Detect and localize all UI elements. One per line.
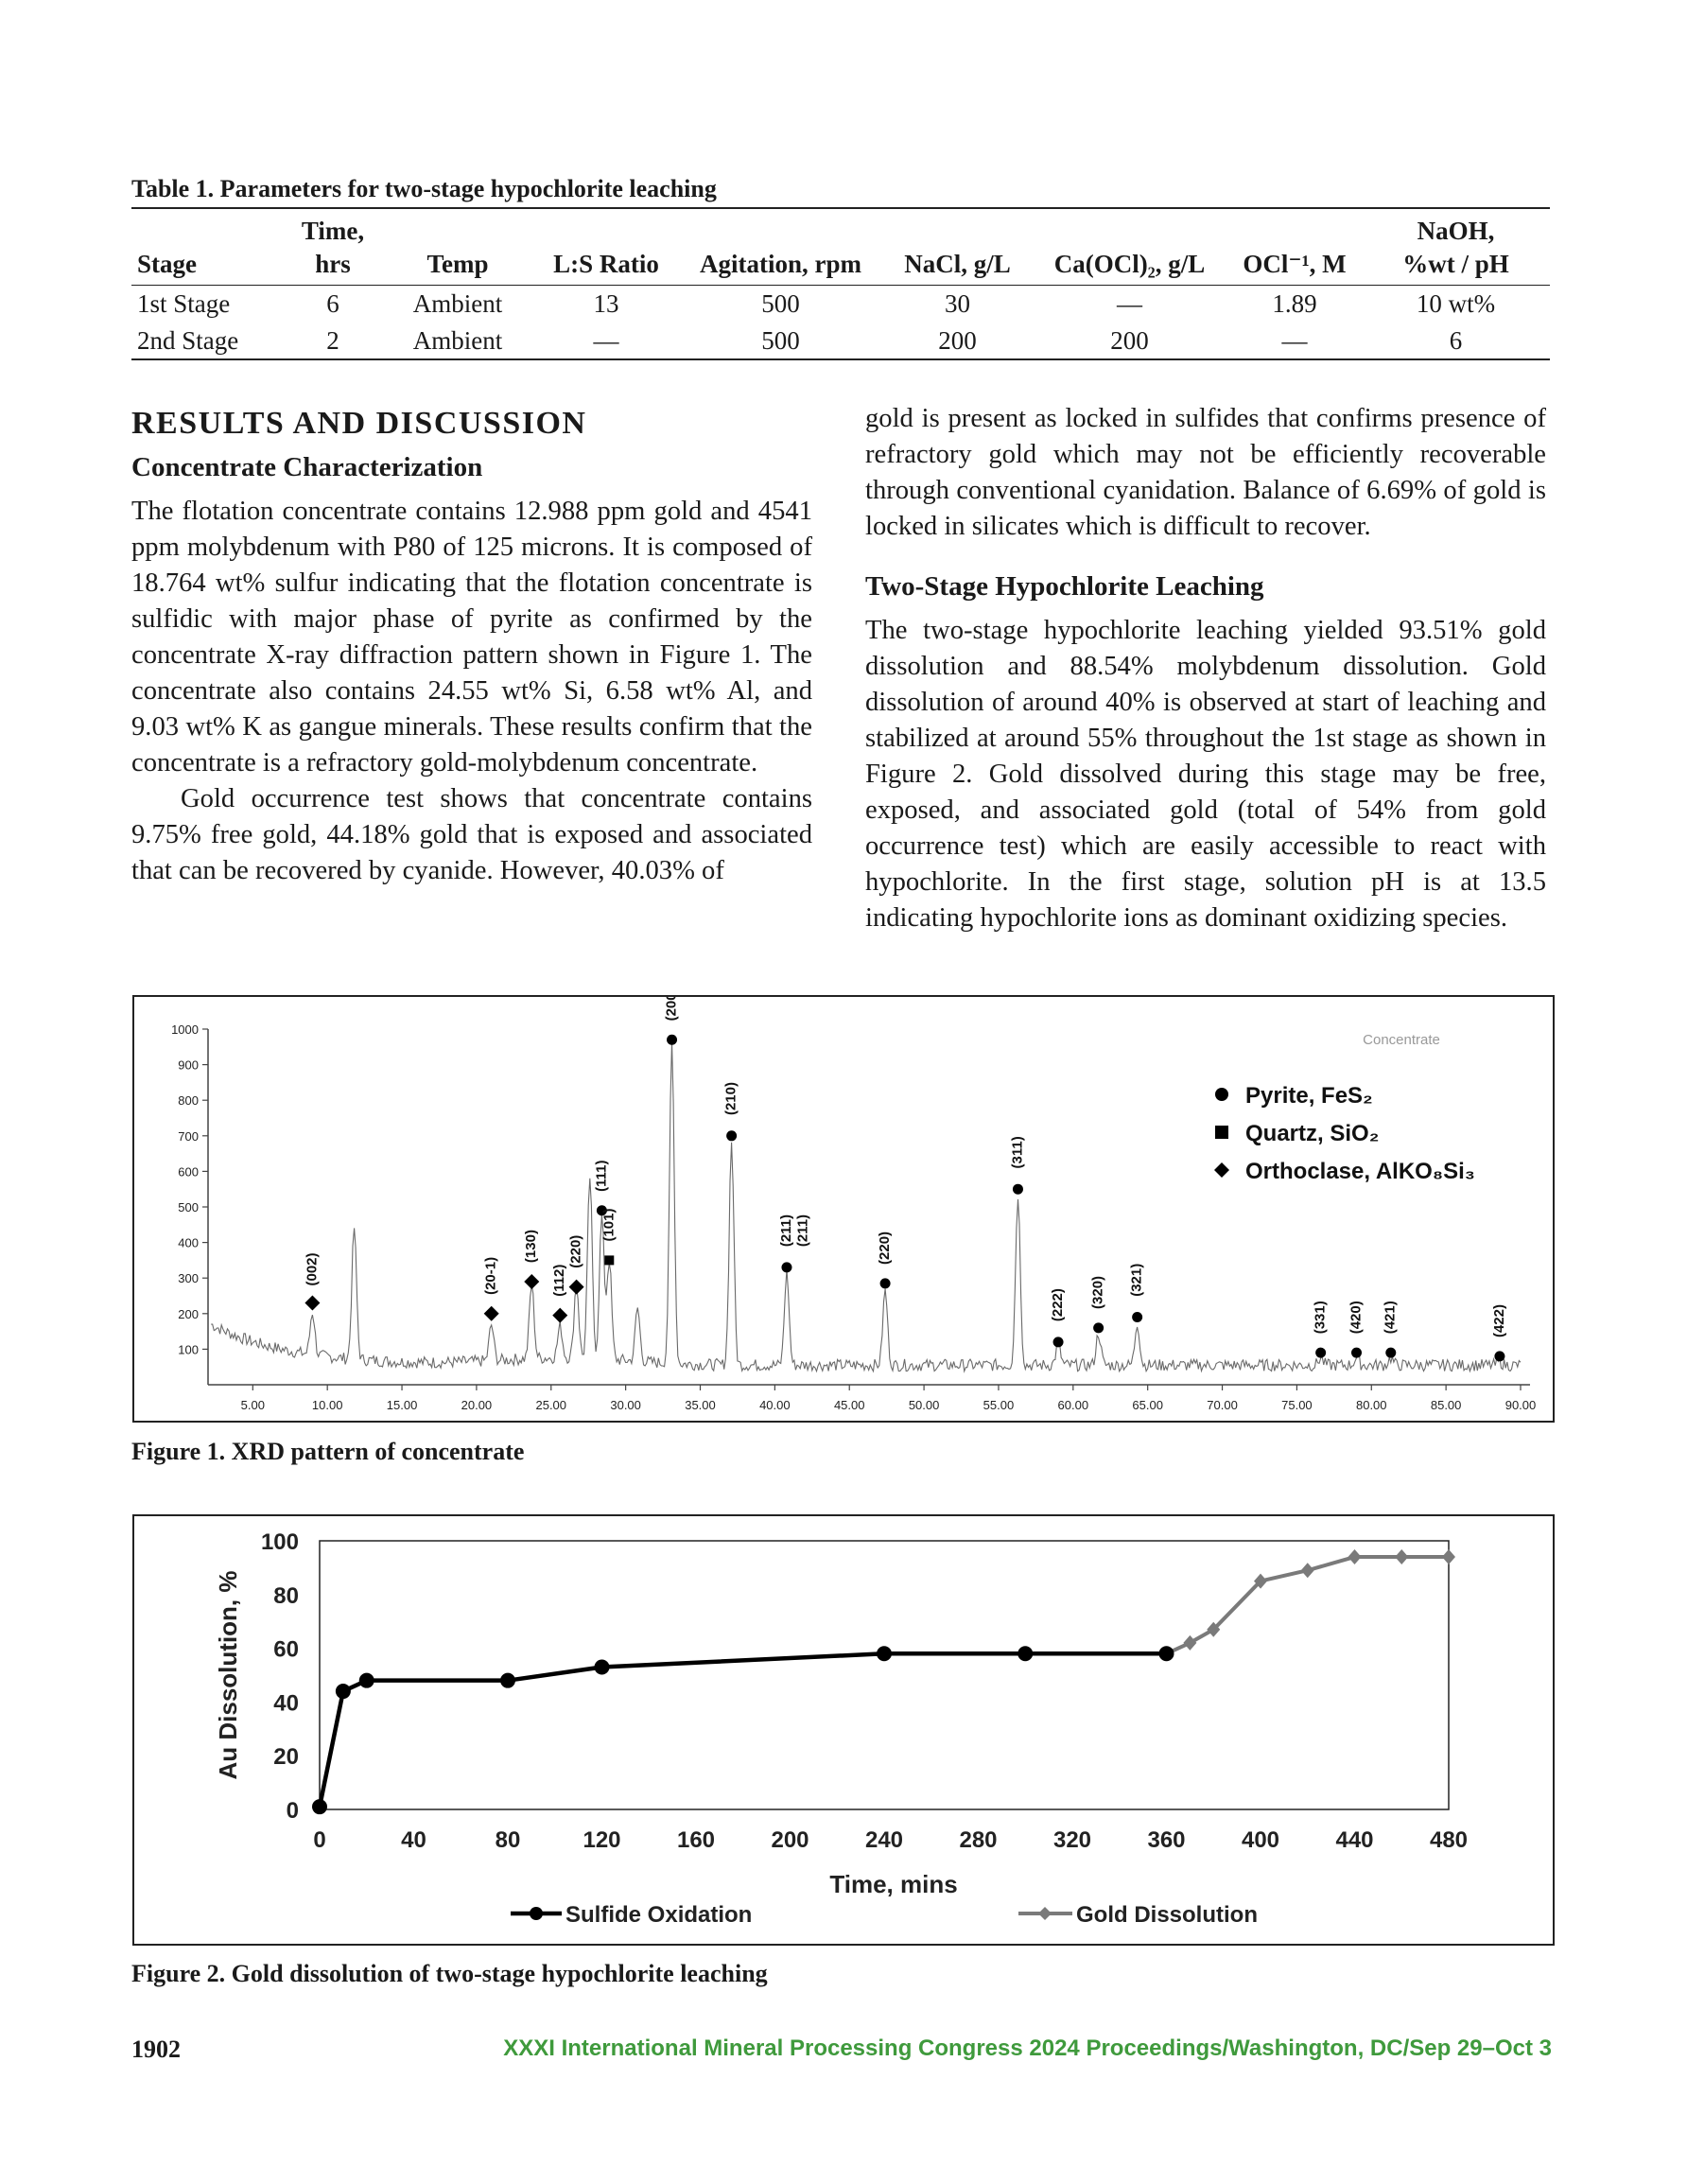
y-tick-label: 800 bbox=[178, 1093, 199, 1109]
y-tick-label: 0 bbox=[286, 1798, 299, 1824]
table-header-cell: NaOH, %wt / pH bbox=[1362, 208, 1550, 286]
y-tick-label: 300 bbox=[178, 1271, 199, 1286]
x-tick-label: 55.00 bbox=[983, 1398, 1015, 1412]
table-cell: 10 wt% bbox=[1416, 289, 1496, 319]
x-tick-label: 50.00 bbox=[908, 1398, 940, 1412]
table-cell: 500 bbox=[761, 325, 800, 355]
pyrite-marker bbox=[1315, 1348, 1326, 1358]
sulfide-oxidation-point bbox=[1159, 1646, 1174, 1661]
legend-diamond-marker bbox=[1214, 1162, 1229, 1178]
sulfide-oxidation-point bbox=[312, 1799, 327, 1814]
x-tick-label: 5.00 bbox=[240, 1398, 265, 1412]
peak-label: (420) bbox=[1348, 1301, 1365, 1335]
pyrite-marker bbox=[1093, 1322, 1104, 1333]
peak-label: (002) bbox=[304, 1252, 321, 1286]
y-tick-label: 900 bbox=[178, 1057, 199, 1073]
table-cell: 30 bbox=[945, 289, 970, 319]
xrd-chart bbox=[134, 997, 1553, 1421]
x-tick-label: 85.00 bbox=[1430, 1398, 1462, 1412]
table-cell: 2nd Stage bbox=[137, 325, 239, 355]
peak-label: (101) bbox=[600, 1208, 617, 1242]
table-caption: Table 1. Parameters for two-stage hypochlorite leaching bbox=[131, 175, 717, 202]
x-tick-label: 320 bbox=[1052, 1827, 1092, 1853]
x-tick-label: 25.00 bbox=[535, 1398, 567, 1412]
plot-frame bbox=[320, 1541, 1449, 1809]
pyrite-marker bbox=[781, 1262, 791, 1272]
dissolution-legend bbox=[511, 1902, 1258, 1928]
y-tick-label: 200 bbox=[178, 1306, 199, 1321]
x-tick-label: 240 bbox=[864, 1827, 904, 1853]
x-tick-label: 70.00 bbox=[1207, 1398, 1238, 1412]
x-tick-label: 45.00 bbox=[833, 1398, 865, 1412]
table-header-cell: NaCl, g/L bbox=[883, 208, 1032, 286]
x-tick-label: 75.00 bbox=[1281, 1398, 1313, 1412]
orthoclase-marker bbox=[484, 1306, 499, 1321]
table-header-cell: Agitation, rpm bbox=[678, 208, 883, 286]
legend-label: Quartz, SiO₂ bbox=[1245, 1121, 1380, 1146]
table-cell: — bbox=[1281, 325, 1308, 355]
section-title: RESULTS AND DISCUSSION bbox=[131, 406, 587, 441]
peak-label: (222) bbox=[1050, 1288, 1067, 1322]
table-row bbox=[131, 323, 1550, 360]
legend-label: Pyrite, FeS₂ bbox=[1245, 1083, 1373, 1109]
x-tick-label: 200 bbox=[771, 1827, 809, 1853]
peak-label: (331) bbox=[1312, 1301, 1329, 1335]
y-tick-label: 1000 bbox=[171, 1022, 199, 1037]
y-tick-label: 20 bbox=[273, 1744, 299, 1771]
x-tick-label: 80 bbox=[495, 1827, 521, 1853]
table-cell: 2 bbox=[326, 325, 339, 355]
legend-label: Gold Dissolution bbox=[1076, 1902, 1258, 1928]
x-tick-label: 40.00 bbox=[759, 1398, 791, 1412]
table-cell: — bbox=[1117, 289, 1142, 319]
orthoclase-marker bbox=[552, 1308, 567, 1323]
legend-circle-marker bbox=[1215, 1088, 1228, 1101]
subsection-title: Two-Stage Hypochlorite Leaching bbox=[865, 571, 1264, 602]
x-tick-label: 400 bbox=[1241, 1827, 1280, 1853]
gold-dissolution-point bbox=[1183, 1635, 1196, 1651]
body-paragraph: Gold occurrence test shows that concentrate contains 9.75% free gold, 44.18% gold that is exposed and associated that can be recovered by cyanide. However, 40.03% of bbox=[131, 784, 812, 885]
legend-square-marker bbox=[1215, 1126, 1228, 1139]
table-header-cell: Stage bbox=[131, 208, 285, 286]
y-tick-label: 60 bbox=[273, 1636, 299, 1663]
sulfide-oxidation-point bbox=[877, 1646, 892, 1661]
table-cell: 200 bbox=[938, 325, 977, 355]
pyrite-marker bbox=[726, 1130, 737, 1141]
peak-label: (321) bbox=[1128, 1263, 1145, 1297]
sulfide-oxidation-point bbox=[1017, 1646, 1033, 1661]
table-cell: 200 bbox=[1110, 325, 1149, 355]
table-cell: Ambient bbox=[412, 289, 503, 319]
y-tick-label: 400 bbox=[178, 1235, 199, 1250]
x-tick-label: 65.00 bbox=[1132, 1398, 1163, 1412]
x-tick-label: 30.00 bbox=[610, 1398, 641, 1412]
body-paragraph: The two-stage hypochlorite leaching yielded 93.51% gold dissolution and 88.54% molybdenum dissolution. Gold dissolution of around 40% is observed at start of leaching and stabilized at around 55% throughout the 1st stage as shown in Figure 2. Gold dissolved during this stage may be free, exposed, and associated gold (total of 54% from gold occurrence test) which are easily accessible to react with hypochlorite. In the first stage, solution pH is at 13.5 indicating hypochlorite ions as dominant oxidizing species. bbox=[865, 616, 1546, 933]
figure1-caption: Figure 1. XRD pattern of concentrate bbox=[131, 1438, 525, 1465]
x-tick-label: 120 bbox=[583, 1827, 621, 1853]
table-header-cell: Time, hrs bbox=[285, 208, 381, 286]
footer-text: XXXI International Mineral Processing Congress 2024 Proceedings/Washington, DC/Sep 29–Oct 3 bbox=[503, 2035, 1552, 2061]
x-tick-label: 0 bbox=[313, 1827, 326, 1853]
x-tick-label: 20.00 bbox=[461, 1398, 493, 1412]
legend-label: Sulfide Oxidation bbox=[565, 1902, 753, 1928]
sulfide-oxidation-point bbox=[595, 1659, 610, 1674]
gold-dissolution-point bbox=[1301, 1563, 1314, 1578]
pyrite-marker bbox=[667, 1035, 677, 1045]
x-tick-label: 80.00 bbox=[1355, 1398, 1387, 1412]
table-header-cell: OCl⁻¹, M bbox=[1227, 208, 1362, 286]
xrd-legend bbox=[1214, 1083, 1475, 1184]
gold-dissolution-point bbox=[1395, 1549, 1408, 1564]
peak-label: (220) bbox=[877, 1231, 894, 1265]
table-header-cell: Temp bbox=[381, 208, 534, 286]
pyrite-marker bbox=[1494, 1351, 1504, 1361]
y-tick-label: 100 bbox=[178, 1342, 199, 1357]
body-paragraph: The flotation concentrate contains 12.988 ppm gold and 4541 ppm molybdenum with P80 of 125 microns. It is composed of 18.764 wt% sulfur indicating that the flotation concentrate is sulfidic with major phase of pyrite as confirmed by the concentrate X-ray diffraction pattern shown in Figure 1. The concentrate also contains 24.55 wt% Si, 6.58 wt% Al, and 9.03 wt% K as gangue minerals. These results confirm that the concentrate is a refractory gold-molybdenum concentrate. bbox=[131, 497, 812, 778]
pyrite-marker bbox=[1013, 1184, 1023, 1195]
peak-label: (130) bbox=[523, 1230, 540, 1264]
x-tick-label: 15.00 bbox=[386, 1398, 418, 1412]
left-text-column bbox=[131, 401, 812, 889]
orthoclase-marker bbox=[569, 1280, 584, 1295]
table-cell: 6 bbox=[326, 289, 339, 319]
x-tick-label: 60.00 bbox=[1057, 1398, 1089, 1412]
table-cell: — bbox=[593, 325, 619, 355]
table-cell: 1.89 bbox=[1272, 289, 1317, 319]
xrd-figure bbox=[132, 995, 1555, 1423]
peak-label: (112) bbox=[551, 1264, 568, 1297]
y-axis-label: Au Dissolution, % bbox=[214, 1570, 242, 1780]
right-text-column bbox=[865, 401, 1546, 936]
gold-dissolution-point bbox=[1442, 1549, 1455, 1564]
pyrite-marker bbox=[1132, 1312, 1142, 1322]
x-tick-label: 440 bbox=[1335, 1827, 1374, 1853]
xrd-corner-label: Concentrate bbox=[1363, 1032, 1440, 1048]
parameters-table-block bbox=[131, 175, 1550, 360]
pyrite-marker bbox=[1351, 1348, 1362, 1358]
peak-label: (422) bbox=[1490, 1304, 1507, 1338]
y-tick-label: 40 bbox=[273, 1690, 299, 1717]
x-axis-label: Time, mins bbox=[829, 1870, 958, 1898]
y-tick-label: 500 bbox=[178, 1200, 199, 1214]
pyrite-marker bbox=[880, 1278, 891, 1288]
table-cell: 6 bbox=[1449, 325, 1463, 355]
table-row bbox=[131, 286, 1550, 323]
x-tick-label: 35.00 bbox=[685, 1398, 716, 1412]
orthoclase-marker bbox=[524, 1274, 539, 1289]
parameters-table bbox=[131, 207, 1550, 360]
sulfide-oxidation-point bbox=[500, 1673, 515, 1688]
table-cell: Ambient bbox=[412, 325, 503, 355]
legend-label: Orthoclase, AlKO₈Si₃ bbox=[1245, 1159, 1475, 1184]
y-tick-label: 80 bbox=[273, 1582, 299, 1609]
table-header-cell: Ca(OCl)₂, g/L bbox=[1032, 208, 1227, 286]
pyrite-marker bbox=[1385, 1348, 1396, 1358]
x-tick-label: 280 bbox=[959, 1827, 998, 1853]
peak-label: (320) bbox=[1089, 1275, 1106, 1309]
x-tick-label: 40 bbox=[401, 1827, 426, 1853]
peak-label: (200) bbox=[663, 997, 680, 1022]
table-cell: 13 bbox=[593, 289, 619, 319]
body-paragraph: gold is present as locked in sulfides that confirms presence of refractory gold which may not be efficiently recoverable through conventional cyanidation. Balance of 6.69% of gold is locked in silicates which is difficult to recover. bbox=[865, 404, 1546, 541]
pyrite-marker bbox=[1053, 1337, 1064, 1347]
peak-label: (211) bbox=[794, 1214, 811, 1248]
x-tick-label: 160 bbox=[676, 1827, 716, 1853]
figure2-caption: Figure 2. Gold dissolution of two-stage hypochlorite leaching bbox=[131, 1960, 768, 1987]
gold-dissolution-point bbox=[1348, 1549, 1362, 1564]
orthoclase-marker bbox=[304, 1296, 320, 1311]
x-tick-label: 90.00 bbox=[1504, 1398, 1537, 1412]
x-tick-label: 480 bbox=[1429, 1827, 1469, 1853]
y-tick-label: 700 bbox=[178, 1128, 199, 1144]
table-header-row bbox=[131, 208, 1550, 286]
x-tick-label: 10.00 bbox=[311, 1398, 343, 1412]
peak-label: (210) bbox=[722, 1082, 739, 1116]
peak-label: (311) bbox=[1009, 1136, 1026, 1169]
peak-label: (421) bbox=[1382, 1301, 1399, 1335]
y-tick-label: 600 bbox=[178, 1164, 199, 1179]
page-number: 1902 bbox=[131, 2035, 181, 2063]
x-tick-label: 360 bbox=[1147, 1827, 1186, 1853]
sulfide-oxidation-line bbox=[320, 1653, 1167, 1807]
dissolution-figure bbox=[132, 1514, 1555, 1946]
sulfide-oxidation-point bbox=[336, 1684, 351, 1699]
peak-label: (211) bbox=[777, 1214, 794, 1248]
sulfide-oxidation-point bbox=[359, 1673, 374, 1688]
table-cell: 500 bbox=[761, 289, 800, 319]
legend-diamond-marker bbox=[1038, 1907, 1052, 1920]
table-cell: 1st Stage bbox=[137, 289, 231, 319]
y-tick-label: 100 bbox=[260, 1529, 299, 1555]
quartz-marker bbox=[604, 1255, 614, 1265]
table-header-cell: L:S Ratio bbox=[534, 208, 678, 286]
legend-circle-marker bbox=[530, 1907, 543, 1920]
peak-label: (220) bbox=[567, 1234, 584, 1268]
dissolution-chart bbox=[134, 1516, 1553, 1944]
peak-label: (111) bbox=[593, 1160, 610, 1192]
subsection-title: Concentrate Characterization bbox=[131, 452, 483, 482]
peak-label: (20-1) bbox=[482, 1256, 499, 1295]
